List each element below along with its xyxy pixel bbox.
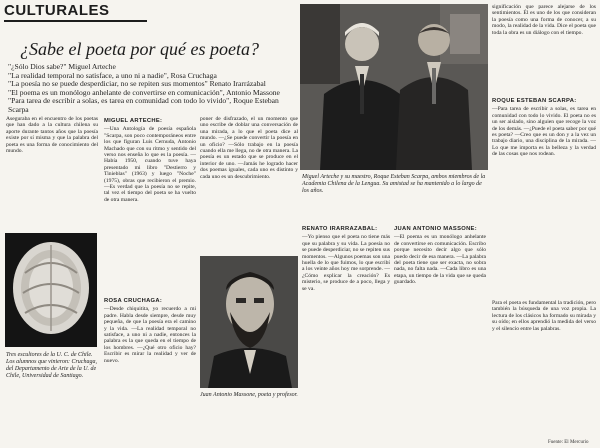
quote-item: "La poesía no se puede desperdiciar, no se repiten sus momentos" Renato Irarrázabal (8, 79, 266, 89)
quote-item: "La realidad temporal no satisface, a uno ni a nadie", Rosa Cruchaga (8, 70, 217, 80)
text-massone: —El poema es un monólogo anhelante de convertirse en comunicación. Escribo porque necesito decir algo que sólo puedo decir de esa manera. —La palabra del poeta tiene que ser exacta, no sobra nada, no falta nada. —Cada libro es una etapa, un tiempo de la vida que se queda guardado. (394, 234, 486, 286)
column-right-top (492, 4, 596, 94)
text-irarrazabal: —Yo pienso que el poeta no tiene más que su palabra y su vida. La poesía no se puede desperdiciar, no se repiten sus momentos. —Algunos poemas son una huella de lo que fuimos, lo que escribí a los veinte años hoy me sorprende. —¿Cómo explicar la creación? Es misterio, se produce de a poco, llega y se va. (302, 234, 390, 292)
caption-sculpture: Tres escultores de la U. C. de Chile. Los alumnos que vinieron: Cruchaga, del Departamento de Arte de la U. de Chile, Universidad de Santiago. (6, 352, 97, 379)
caption-massone: Juan Antonio Massone, poeta y profesor. (200, 392, 298, 398)
headline: ¿Sabe el poeta por qué es poeta? (20, 39, 259, 59)
heading-irarrazabal: RENATO IRARRAZABAL: (302, 226, 378, 232)
photo-two-poets-image (300, 4, 488, 170)
quote-item: "El poema es un monólogo anhelante de convertirse en comunicación", Antonio Massone (8, 87, 280, 97)
text-middle: poner de disfrazado, el un momento que uno escribe de doblar una conversación de una mirada, a lo que el poeta dice al mundo. —¿Se puede convertir la poesía en un oficio? —Sólo trabajo en la poesía cuando ella me llega, no de otra manera. La poesía es un estado que se produce en el interior de uno. —Jamás he logrado hacer dos poemas iguales, cada uno es distinto y cada uno es un descubrimiento. (200, 116, 298, 180)
photo-massone (200, 256, 298, 388)
section-title: CULTURALES (4, 2, 110, 19)
photo-two-poets (300, 4, 488, 170)
column-scarpa (492, 96, 596, 296)
photo-sculpture (5, 233, 97, 347)
heading-arteche: MIGUEL ARTECHE: (104, 118, 163, 124)
photo-massone-image (200, 256, 298, 388)
column-middle (200, 116, 298, 252)
section-rule (4, 20, 147, 22)
intro-text: Aseguraba en el encuentro de los poetas que han dado a la cultura chilena su aporte durante tantos años que la poesía existe por sí misma y que la palabra del poeta es una forma de conocimiento del mundo. (6, 116, 98, 155)
text-right-top: significación que parece alejarse de los sentimientos. Él es uno de los que consideran la poesía como una forma de conocer, a su modo, la realidad de la vida. Dice el poeta que toda la obra es un diálogo con el tiempo. (492, 4, 596, 36)
text-cruchaga: —Desde chiquitita, yo recuerdo a mi padre. Habla desde siempre, desde muy pequeña, de que la poesía era el camino y la vida. —La realidad temporal no satisface, a uno ni a nadie, entonces la palabra es la que queda en el tiempo de los hombres. —¿Qué otro oficio hay? Escribir es mirar la realidad y ver de nuevo. (104, 306, 196, 364)
column-massone (394, 224, 486, 436)
photo-credit: Fuente: El Mercurio (548, 440, 589, 445)
quote-item: "¿Sólo Dios sabe?" Miguel Arteche (8, 62, 116, 71)
column-irarrazabal (302, 224, 390, 436)
pull-quotes (8, 63, 300, 115)
text-arteche: —Una Antología de poesía española "Scarpa, son poco contemporáneos entre los que figuran Luis Cernuda, Antonio Machado que con su ritmo y sentido del verso nos enseña lo que es la poesía. —Había 1950, cuando tuve haya presentado mi libro "Destierro y Tinieblas" (1963) y luego "Noche" (1975), obras que recibieron el premio. —Es verdad que la poesía no se repite, tal vez el tiempo del poeta se ha vuelto de otra manera. (104, 126, 196, 203)
text-scarpa: —Para tarea de escribir a solas, es tarea en comunidad con todo lo vivido. El poeta no es un ser aislado, sino alguien que recoge la voz de los demás. —¿Puede el poeta saber por qué es poeta? —Creo que es un don y a la vez un trabajo diario, una disciplina de la mirada. —Lo que me importa es la belleza y la verdad de las cosas que nos rodean. (492, 106, 596, 158)
heading-scarpa: ROQUE ESTEBAN SCARPA: (492, 98, 577, 104)
caption-two-poets: Miguel Arteche y su maestro, Roque Esteban Scarpa, ambos miembros de la Academia Chilena de la Lengua. Su amistad se ha mantenido a lo largo de los años. (302, 174, 486, 194)
heading-massone: JUAN ANTONIO MASSONE: (394, 226, 477, 232)
column-right-bottom (492, 300, 596, 436)
heading-cruchaga: ROSA CRUCHAGA: (104, 298, 163, 304)
photo-sculpture-image (5, 233, 97, 347)
column-arteche (104, 116, 196, 292)
column-cruchaga (104, 296, 196, 436)
quote-item: "Para tarea de escribir a solas, es tarea en comunidad con todo lo vivido", Roque Esteban Scarpa (8, 96, 279, 114)
column-intro (6, 116, 98, 228)
text-right-bottom: Para el poeta es fundamental la tradición, pero también la búsqueda de una voz propia. La lectura de los clásicos ha formado su mirada y su oído; en ellos aprendió la medida del verso y el silencio entre las palabras. (492, 300, 596, 332)
